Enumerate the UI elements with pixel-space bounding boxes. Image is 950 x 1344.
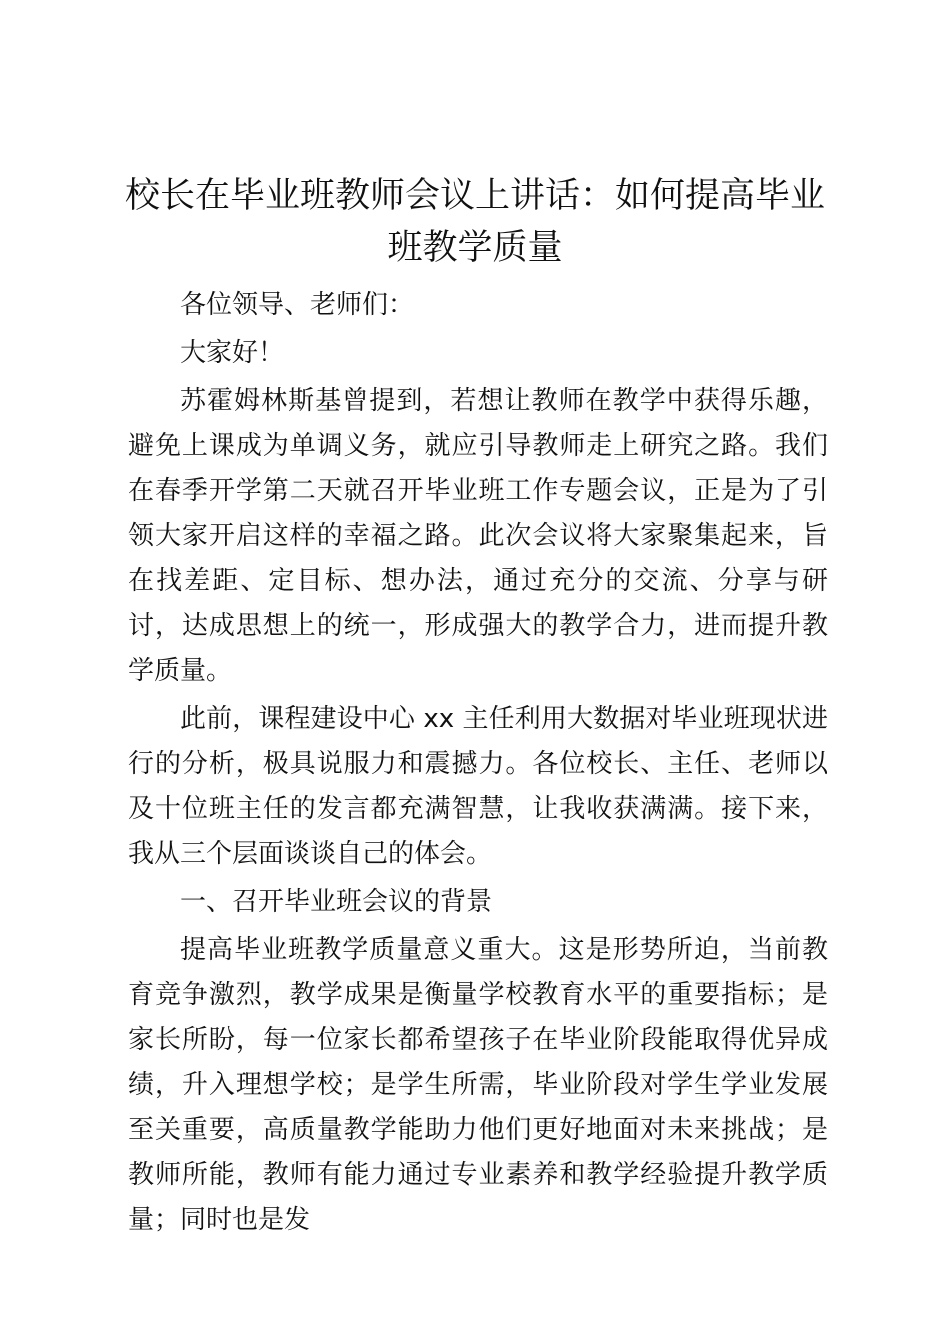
body-paragraph: 苏霍姆林斯基曾提到，若想让教师在教学中获得乐趣，避免上课成为单调义务，就应引导教师走上研究之路。我们在春季开学第二天就召开毕业班工作专题会议，正是为了引领大家开启这样的幸福之路。此次会议将大家聚集起来，旨在找差距、定目标、想办法，通过充分的交流、分享与研讨，达成思想上的统一，形成强大的教学合力，进而提升教学质量。	[128, 386, 828, 686]
body-paragraph: 提高毕业班教学质量意义重大。这是形势所迫，当前教育竞争激烈，教学成果是衡量学校教育水平的重要指标；是家长所盼，每一位家长都希望孩子在毕业阶段能取得优异成绩，升入理想学校；是学生所需，毕业阶段对学生学业发展至关重要，高质量教学能助力他们更好地面对未来挑战；是教师所能，教师有能力通过专业素养和教学经验提升教学质量；同时也是发	[128, 935, 828, 1235]
salutation-paragraph: 各位领导、老师们：	[180, 290, 415, 320]
greeting-paragraph: 大家好！	[180, 338, 285, 368]
document-title: 校长在毕业班教师会议上讲话：如何提高毕业班教学质量	[124, 176, 825, 268]
document-body	[128, 283, 828, 1246]
section-heading: 一、召开毕业班会议的背景	[180, 887, 493, 917]
body-paragraph: 此前，课程建设中心 xx 主任利用大数据对毕业班现状进行的分析，极具说服力和震撼力。各位校长、主任、老师以及十位班主任的发言都充满智慧，让我收获满满。接下来，我从三个层面谈谈自己的体会。	[128, 704, 828, 869]
